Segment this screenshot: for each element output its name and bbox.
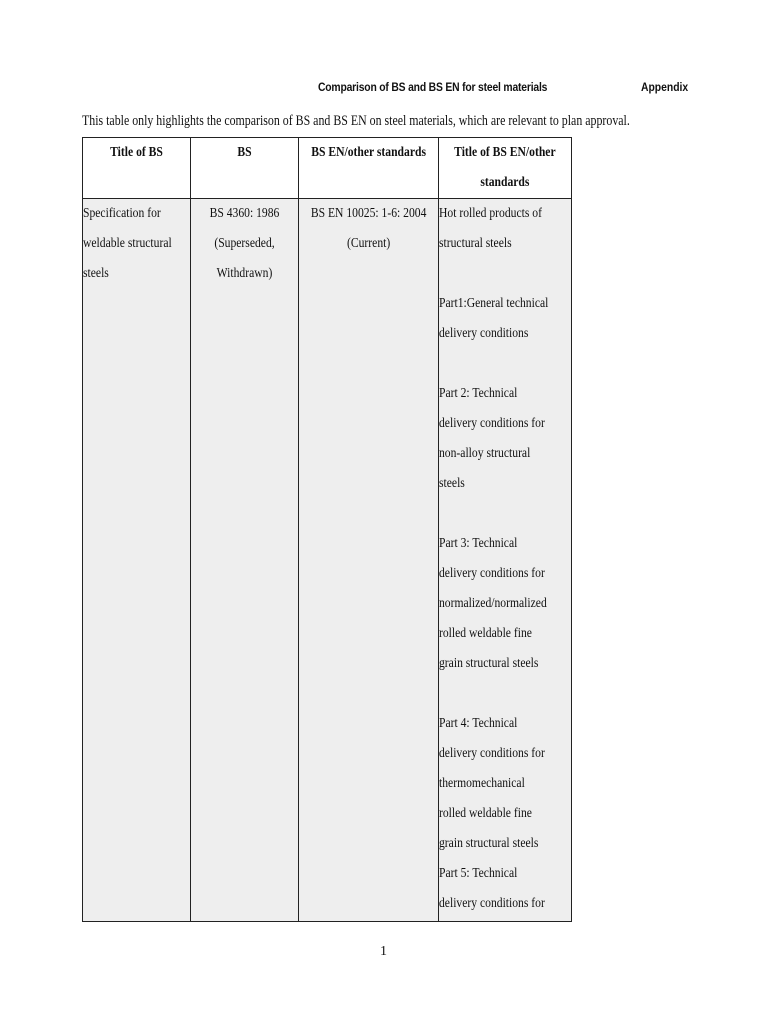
cell-line: delivery conditions for (439, 566, 546, 581)
table-header-row (83, 138, 572, 199)
cell-line: Part 4: Technical (439, 716, 518, 731)
cell-line: BS EN 10025: 1-6: 2004 (310, 206, 427, 221)
header-title-of-bs-en: Title of BS EN/other standards (439, 138, 572, 199)
intro-paragraph: This table only highlights the comparison of BS and BS EN on steel materials, which are relevant to plan approval. (82, 113, 630, 129)
cell-line: delivery conditions for (439, 746, 546, 761)
cell-line: weldable structural (83, 236, 172, 251)
cell-line: Specification for (83, 206, 161, 221)
cell-line: Hot rolled products of (439, 206, 543, 221)
cell-line: delivery conditions for (439, 416, 546, 431)
cell-line: delivery conditions for (439, 896, 546, 911)
cell-line: Part 3: Technical (439, 536, 518, 551)
cell-title-of-bs (83, 199, 191, 922)
cell-line: structural steels (439, 236, 512, 251)
cell-line: (Superseded, (214, 236, 275, 251)
cell-line: grain structural steels (439, 656, 539, 671)
cell-line: rolled weldable fine (439, 806, 533, 821)
table-row (83, 199, 572, 922)
cell-line: normalized/normalized (439, 596, 548, 611)
cell-line: rolled weldable fine (439, 626, 533, 641)
document-title: Comparison of BS and BS EN for steel materials (318, 82, 548, 94)
cell-line: steels (439, 476, 466, 491)
header-title-of-bs: Title of BS (83, 138, 191, 199)
cell-line: Part 5: Technical (439, 866, 518, 881)
cell-line: Withdrawn) (216, 266, 273, 281)
cell-line: delivery conditions (439, 326, 529, 341)
cell-line: Part 2: Technical (439, 386, 518, 401)
header-bs: BS (191, 138, 299, 199)
comparison-table (82, 137, 572, 922)
cell-line: BS 4360: 1986 (209, 206, 280, 221)
cell-line: grain structural steels (439, 836, 539, 851)
header-bs-en: BS EN/other standards (299, 138, 439, 199)
cell-title-of-bs-en (439, 199, 572, 922)
cell-bs (191, 199, 299, 922)
cell-line: thermomechanical (439, 776, 526, 791)
page-number: 1 (380, 944, 387, 959)
cell-line: steels (83, 266, 109, 281)
cell-bs-en (299, 199, 439, 922)
appendix-label: Appendix (641, 82, 689, 94)
cell-line: (Current) (346, 236, 391, 251)
cell-line: Part1:General technical (439, 296, 549, 311)
cell-line: non-alloy structural (439, 446, 531, 461)
